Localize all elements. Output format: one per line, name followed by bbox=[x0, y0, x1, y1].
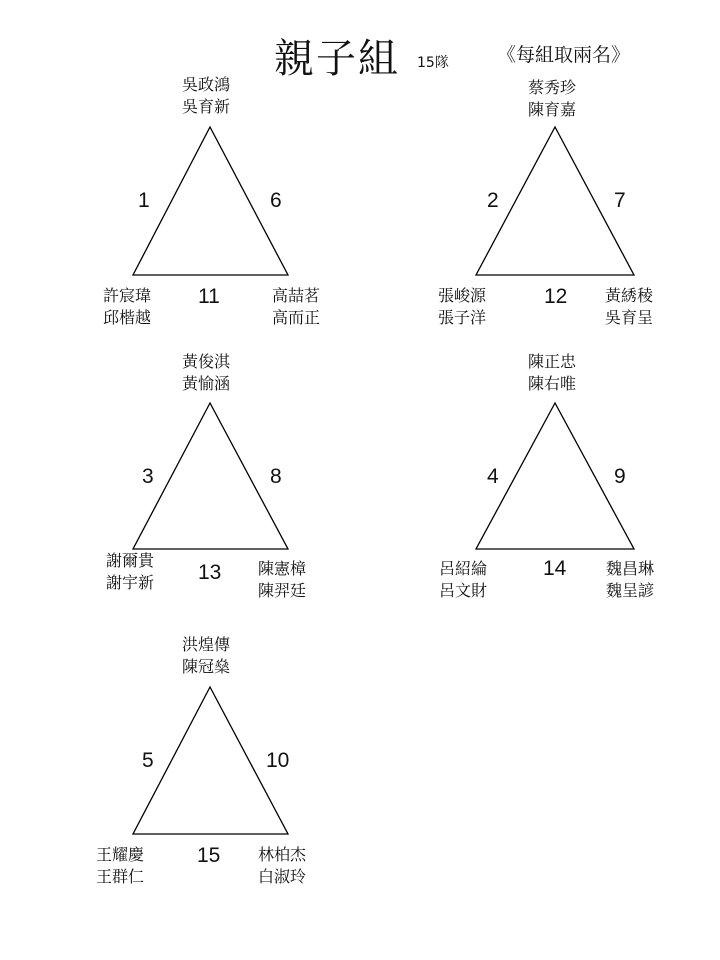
player-name: 洪煌傳 bbox=[182, 635, 231, 654]
player-name: 魏昌琳 bbox=[606, 559, 655, 578]
player-name: 謝宇新 bbox=[106, 573, 155, 592]
page-title: 親子組 bbox=[274, 36, 400, 82]
player-name: 高喆茗 bbox=[272, 286, 321, 305]
team-count: 15隊 bbox=[417, 55, 449, 71]
match-number: 8 bbox=[270, 465, 282, 488]
match-number: 14 bbox=[543, 557, 567, 580]
player-name: 張子洋 bbox=[438, 308, 487, 327]
match-number: 9 bbox=[614, 465, 626, 488]
player-name: 陳育嘉 bbox=[528, 100, 577, 119]
player-name: 黃愉涵 bbox=[182, 374, 231, 393]
group-5-right-team bbox=[258, 844, 306, 888]
player-name: 呂紹綸 bbox=[439, 559, 488, 578]
player-name: 魏呈諺 bbox=[606, 581, 655, 600]
match-number: 5 bbox=[142, 749, 154, 772]
player-name: 黃俊淇 bbox=[182, 352, 231, 371]
match-number: 3 bbox=[142, 465, 154, 488]
player-name: 謝爾貴 bbox=[106, 551, 155, 570]
player-name: 吳育新 bbox=[182, 97, 231, 116]
match-number: 1 bbox=[138, 189, 150, 212]
player-name: 陳右唯 bbox=[528, 374, 577, 393]
player-name: 王耀慶 bbox=[96, 845, 145, 864]
player-name: 邱楷越 bbox=[103, 308, 152, 327]
group-5-top-team bbox=[182, 634, 230, 678]
match-number: 12 bbox=[544, 285, 568, 308]
player-name: 呂文財 bbox=[439, 581, 488, 600]
match-number: 11 bbox=[198, 285, 220, 308]
player-name: 白淑玲 bbox=[258, 867, 307, 886]
player-name: 王群仁 bbox=[96, 867, 145, 886]
player-name: 陳冠燊 bbox=[182, 657, 231, 676]
player-name: 吳政鴻 bbox=[182, 75, 231, 94]
match-number: 10 bbox=[266, 749, 290, 772]
match-number: 2 bbox=[487, 189, 499, 212]
player-name: 許宸瑋 bbox=[103, 286, 152, 305]
player-name: 吳育呈 bbox=[605, 308, 654, 327]
player-name: 陳正忠 bbox=[528, 352, 577, 371]
match-number: 4 bbox=[487, 465, 499, 488]
player-name: 陳羿廷 bbox=[258, 581, 307, 600]
player-name: 黃綉稜 bbox=[605, 286, 654, 305]
match-number: 15 bbox=[197, 844, 221, 867]
player-name: 陳憲樟 bbox=[258, 559, 307, 578]
player-name: 林柏杰 bbox=[258, 845, 307, 864]
match-number: 13 bbox=[198, 561, 222, 584]
match-number: 7 bbox=[614, 189, 626, 212]
match-number: 6 bbox=[270, 189, 282, 212]
selection-note: 《每組取兩名》 bbox=[497, 44, 631, 66]
player-name: 高而正 bbox=[272, 308, 321, 327]
player-name: 蔡秀珍 bbox=[528, 78, 577, 97]
player-name: 張峻源 bbox=[438, 286, 487, 305]
group-5-left-team bbox=[96, 844, 144, 888]
